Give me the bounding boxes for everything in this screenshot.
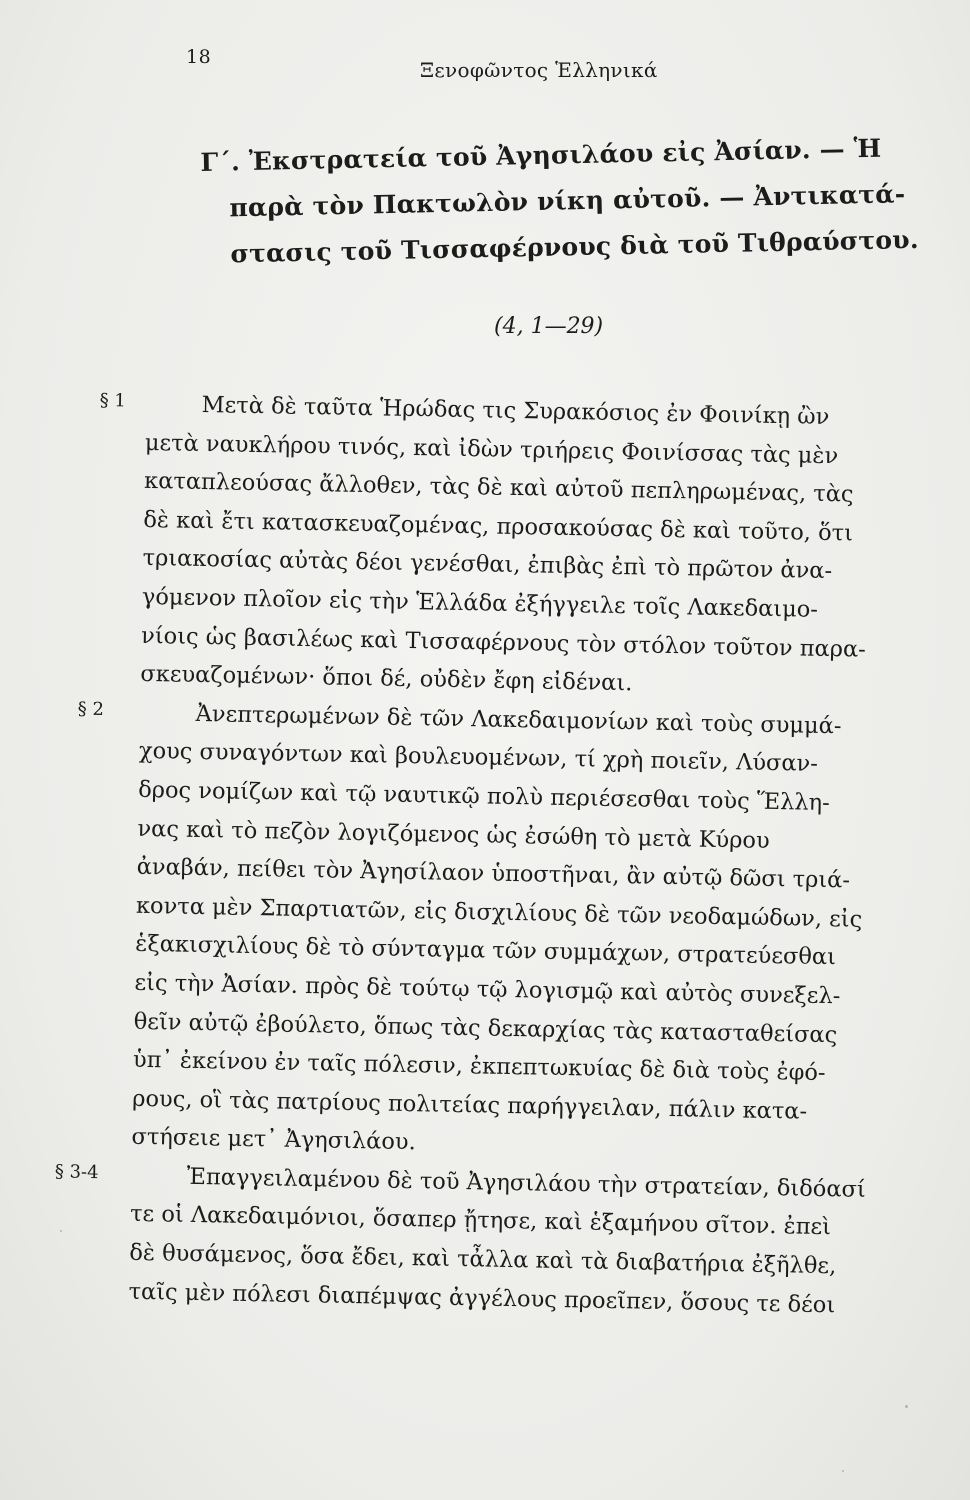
text-line: εἰς τὴν Ἀσίαν. πρὸς δὲ τούτῳ τῷ λογισμῷ καὶ αὐτὸς συνεξελ- (134, 969, 841, 1010)
text-line: χους συναγόντων καὶ βουλευομένων, τί χρὴ ποιεῖν, Λύσαν- (138, 738, 819, 778)
text-line: ἑξακισχιλίους δὲ τὸ σύνταγμα τῶν συμμάχων, στρατεύεσθαι (135, 931, 837, 971)
page-number: 18 (186, 46, 212, 68)
text-line: μετὰ ναυκλήρου τινός, καὶ ἰδὼν τριήρεις Φοινίσσας τὰς μὲν (144, 429, 839, 469)
text-line: Ἀνεπτερωμένων δὲ τῶν Λακεδαιμονίων καὶ τοὺς συμμά- (195, 700, 842, 740)
section-1 (94, 384, 920, 708)
text-line: τριακοσίας αὐτὰς δέοι γενέσθαι, ἐπιβὰς ἐπὶ τὸ πρῶτον ἀνα- (142, 545, 833, 585)
text-line: θεῖν αὐτῷ ἐβούλετο, ὅπως τὰς δεκαρχίας τὰς κατασταθείσας (133, 1008, 838, 1048)
text-line: τε οἱ Λακεδαιμόνιοι, ὅσαπερ ᾔτησε, καὶ ἑξαμήνου σῖτον. ἐπεὶ (129, 1201, 832, 1241)
text-line: Ἐπαγγειλαμένου δὲ τοῦ Ἀγησιλάου τὴν στρατείαν, διδόασί (186, 1163, 866, 1203)
chapter-title-line: παρὰ τὸν Πακτωλὸν νίκη αὐτοῦ. — Ἀντικατά- (229, 179, 906, 223)
paper-speck (60, 1230, 62, 1232)
section-3-4 (54, 1156, 905, 1326)
section-2 (77, 693, 914, 1172)
section-mark: § 3-4 (54, 1161, 99, 1183)
text-line: δὲ θυσάμενος, ὅσα ἔδει, καὶ τἆλλα καὶ τὰ διαβατήρια ἐξῆλθε, (129, 1239, 837, 1280)
text-line: ἀναβάν, πείθει τὸν Ἀγησίλαον ὑποστῆναι, ἂν αὐτῷ δῶσι τριά- (136, 853, 851, 894)
body-text (54, 384, 920, 1326)
text-line: νίοις ὡς βασιλέως καὶ Τισσαφέρνους τὸν στόλον τοῦτον παρα- (140, 622, 867, 663)
text-line: ταῖς μὲν πόλεσι διαπέμψας ἀγγέλους προεῖπεν, ὅσους τε δέοι (128, 1278, 836, 1318)
text-line: Μετὰ δὲ ταῦτα Ἡρώδας τις Συρακόσιος ἐν Φοινίκῃ ὢν (201, 391, 830, 431)
text-line: σκευαζομένων· ὅποι δέ, οὐδὲν ἔφη εἰδέναι. (140, 660, 633, 697)
chapter-title-line: στασις τοῦ Τισσαφέρνους διὰ τοῦ Τιθραύστου. (230, 224, 920, 269)
chapter-title (200, 125, 938, 278)
paper-speck (905, 1405, 908, 1408)
text-line: νας καὶ τὸ πεζὸν λογιζόμενος ὡς ἐσώθη τὸ μετὰ Κύρου (137, 815, 770, 854)
text-line: ὑπ᾽ ἐκείνου ἐν ταῖς πόλεσιν, ἐκπεπτωκυίας δὲ διὰ τοὺς ἐφό- (132, 1046, 826, 1087)
chapter-reference: (4, 1—29) (494, 314, 604, 339)
text-line: καταπλεούσας ἄλλοθεν, τὰς δὲ καὶ αὐτοῦ πεπληρωμένας, τὰς (143, 468, 854, 508)
text-line: στήσειε μετ᾽ Ἀγησιλάου. (131, 1124, 416, 1156)
text-line: δὲ καὶ ἔτι κατασκευαζομένας, προσακούσας δὲ καὶ τοῦτο, ὅτι (143, 506, 854, 547)
text-line: γόμενον πλοῖον εἰς τὴν Ἑλλάδα ἐξήγγειλε τοῖς Λακεδαιμο- (141, 583, 819, 623)
text-line: δρος νομίζων καὶ τῷ ναυτικῷ πολὺ περιέσεσθαι τοὺς Ἕλλη- (137, 776, 830, 817)
text-line: ρους, οἳ τὰς πατρίους πολιτείας παρήγγειλαν, πάλιν κατα- (132, 1085, 808, 1125)
section-mark: § 1 (99, 389, 127, 412)
section-mark: § 2 (77, 698, 105, 720)
running-title: Ξενοφῶντος Ἑλληνικά (420, 58, 658, 82)
paper-speck (842, 1470, 844, 1472)
text-line: κοντα μὲν Σπαρτιατῶν, εἰς δισχιλίους δὲ τῶν νεοδαμώδων, εἰς (135, 892, 863, 933)
chapter-title-line: Γ΄. Ἐκστρατεία τοῦ Ἀγησιλάου εἰς Ἀσίαν. — Ἡ (200, 133, 882, 177)
